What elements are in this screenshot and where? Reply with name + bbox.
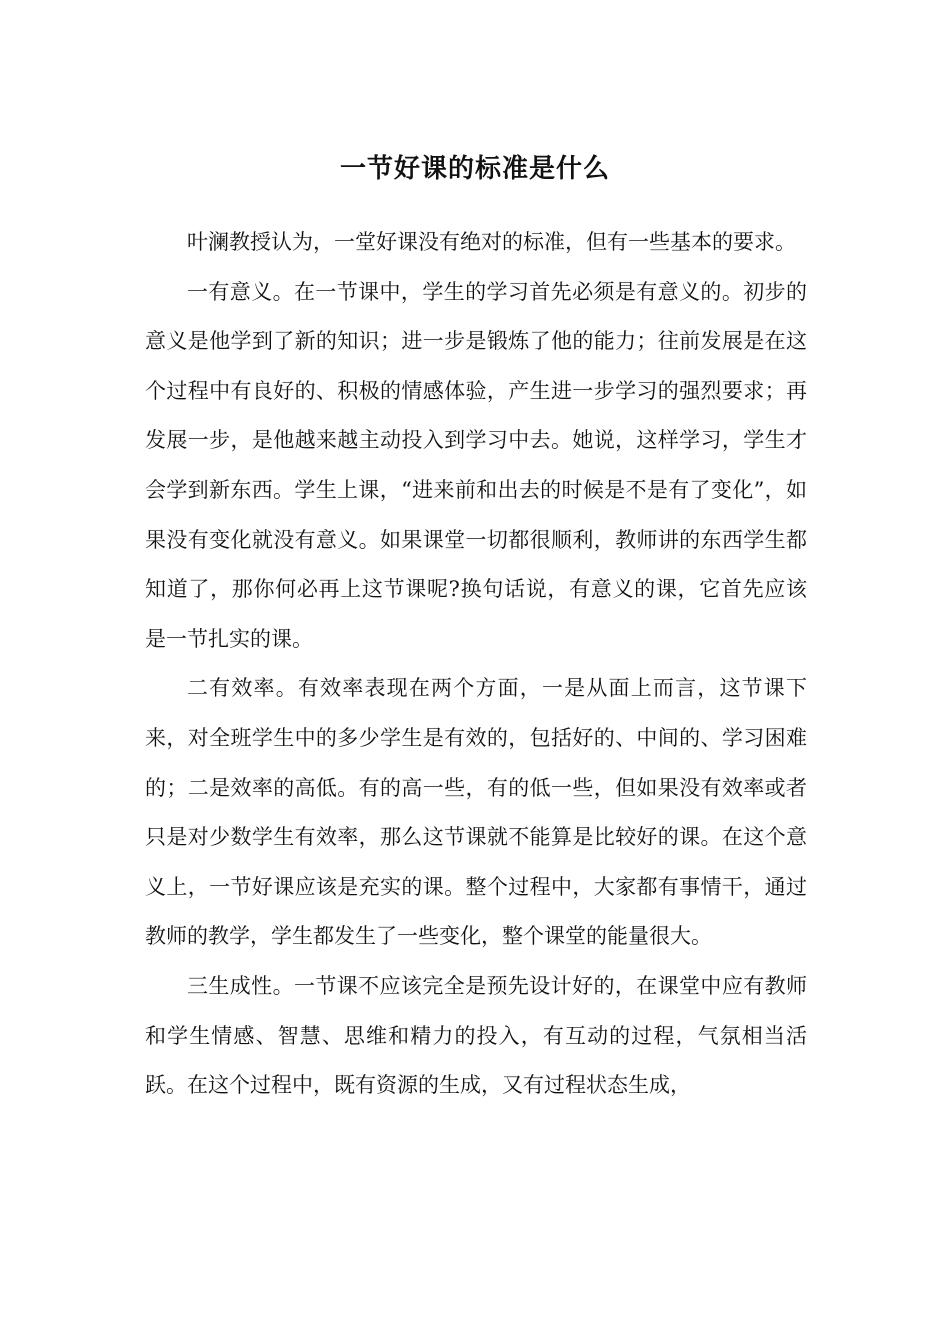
paragraph-intro: 叶澜教授认为，一堂好课没有绝对的标准，但有一些基本的要求。 <box>187 230 796 254</box>
paragraph-generativity: 三生成性。一节课不应该完全是预先设计好的，在课堂中应有教师和学生情感、智慧、思维和精力的投入，有互动的过程，气氛相当活跃。在这个过程中，既有资源的生成，又有过程状态生成， <box>145 973 807 1098</box>
paragraph-meaning: 一有意义。在一节课中，学生的学习首先必须是有意义的。初步的意义是他学到了新的知识；进一步是锻炼了他的能力；往前发展是在这个过程中有良好的、积极的情感体验，产生进一步学习的强烈要求；再发展一步，是他越来越主动投入到学习中去。她说，这样学习，学生才会学到新东西。学生上课，“进来前和出去的时候是不是有了变化”，如果没有变化就没有意义。如果课堂一切都很顺利，教师讲的东西学生都知道了，那你何必再上这节课呢?换句话说，有意义的课，它首先应该是一节扎实的课。 <box>145 279 807 651</box>
document-body <box>145 218 807 1111</box>
paragraph-efficiency: 二有效率。有效率表现在两个方面，一是从面上而言，这节课下来，对全班学生中的多少学生是有效的，包括好的、中间的、学习困难的；二是效率的高低。有的高一些，有的低一些，但如果没有效率或者只是对少数学生有效率，那么这节课就不能算是比较好的课。在这个意义上，一节好课应该是充实的课。整个过程中，大家都有事情干，通过教师的教学，学生都发生了一些变化，整个课堂的能量很大。 <box>145 676 807 949</box>
document-title: 一节好课的标准是什么 <box>339 154 610 185</box>
